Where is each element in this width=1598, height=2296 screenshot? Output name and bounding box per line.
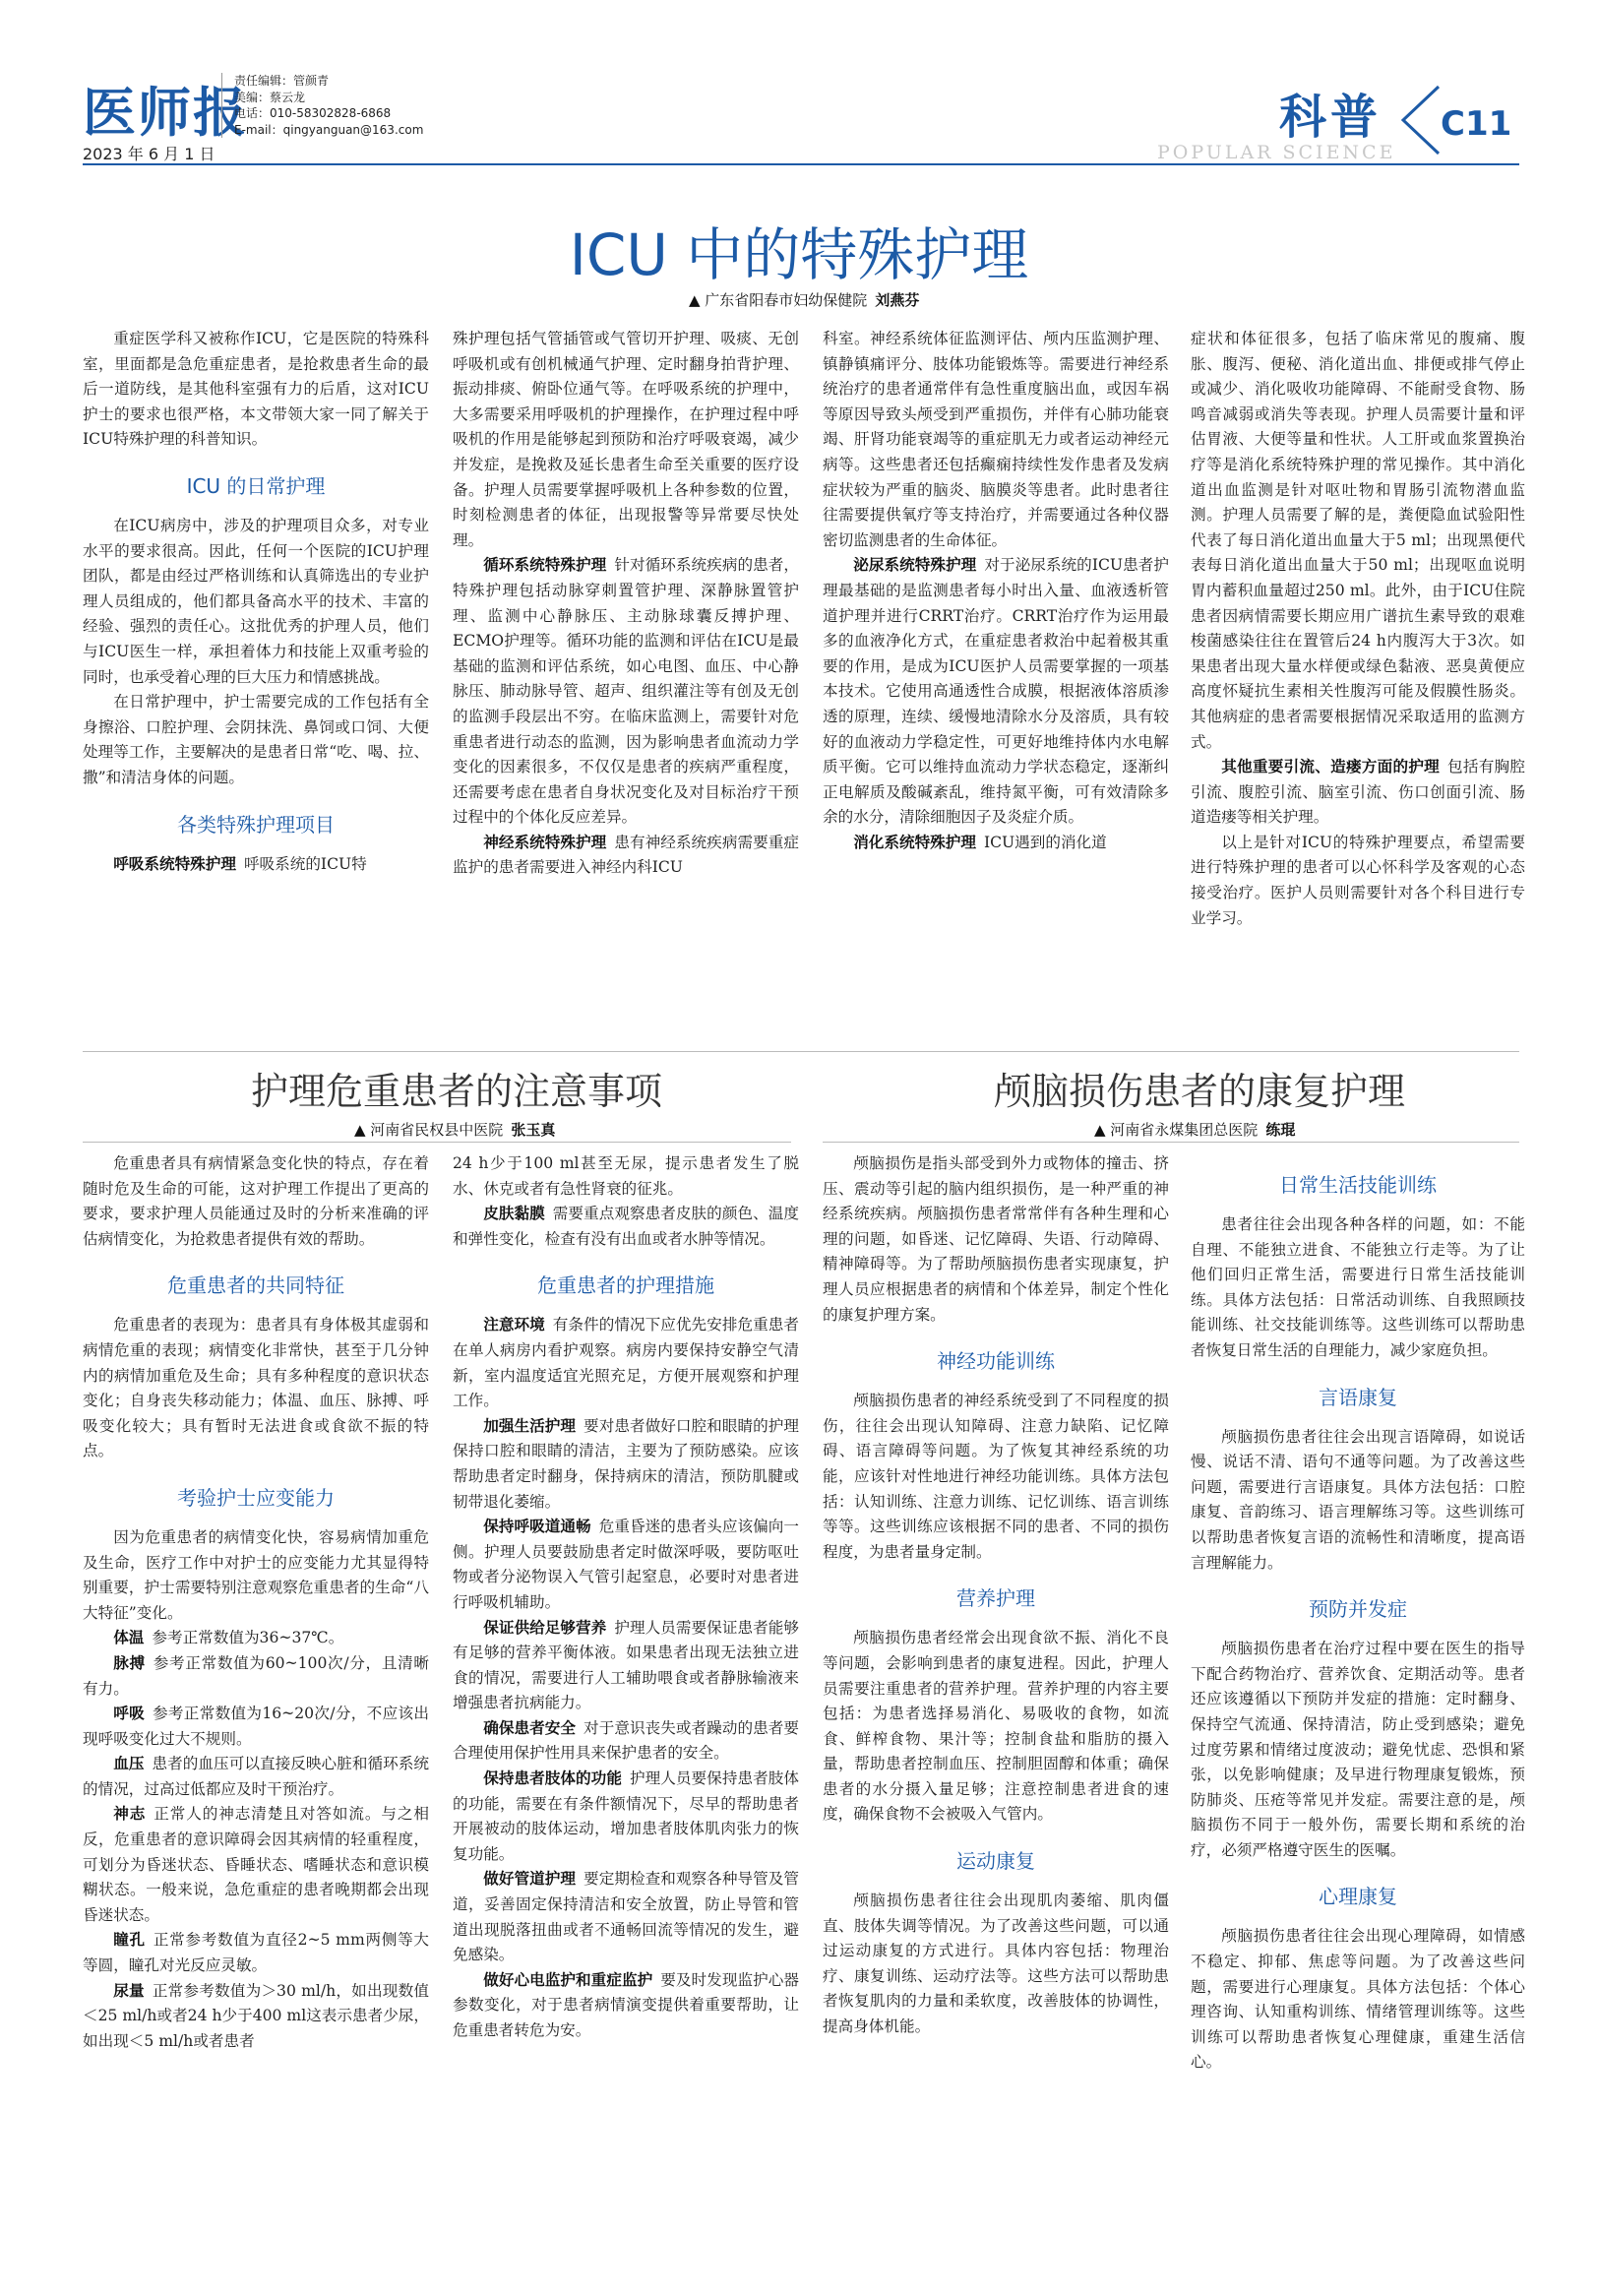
paragraph-lead: 泌尿系统特殊护理 [853, 556, 977, 575]
paragraph [453, 1716, 799, 1767]
paragraph-text: 危重昏迷的患者头应该偏向一侧。护理人员要鼓励患者定时做深呼吸，要防呕吐物或者分泌物误入气管引起窒息，必要时对患者进行呼吸机辅助。 [453, 1518, 799, 1611]
paragraph [453, 831, 799, 881]
article2-column-1 [83, 1151, 429, 2230]
paragraph [453, 1515, 799, 1615]
paragraph-text: 要对患者做好口腔和眼睛的护理保持口腔和眼睛的清洁，主要为了预防感染。应该帮助患者定时翻身，保持病床的清洁，预防肌腱或韧带退化萎缩。 [453, 1416, 799, 1511]
paragraph-lead: 瞳孔 [113, 1931, 146, 1950]
paragraph-lead: 皮肤黏膜 [483, 1205, 545, 1223]
article2-title-rule [83, 1142, 791, 1143]
paragraph-text: 对于泌尿系统的ICU患者护理最基础的是监测患者每小时出入量、血液透析管道护理并进行CRRT治疗。CRRT治疗作为运用最多的血液净化方式，在重症患者救治中起着极其重要的作用，是成为ICU医护人员需要掌握的一项基本技术。它使用高通透性合成膜，根据液体溶质渗透的原理，连续、缓慢地清除水分及溶质，具有较好的血液动力学稳定性，可更好地维持体内水电解质平衡。它可以维持血流动力学状态稳定，逐渐纠正电解质及酸碱紊乱，维持氮平衡，可有效清除多余的水分，清除细胞因子及炎症介质。 [823, 556, 1169, 827]
article3-title-rule [823, 1142, 1519, 1143]
paragraph-lead: 呼吸系统特殊护理 [113, 854, 236, 873]
paragraph: 颅脑损伤患者在治疗过程中要在医生的指导下配合药物治疗、营养饮食、定期活动等。患者还应该遵循以下预防并发症的措施：定时翻身、保持空气流通、保持清洁，防止受到感染；避免过度劳累和情绪过度波动；避免忧虑、恐惧和紧张，以免影响健康；及早进行物理康复锻炼，预防肺炎、压疮等常见并发症。需要注意的是，颅脑损伤不同于一般外伤，需要长期和系统的治疗，必须严格遵守医生的医嘱。 [1191, 1640, 1525, 1859]
section-heading: 神经功能训练 [937, 1349, 1055, 1374]
paragraph: 因为危重患者的病情变化快，容易病情加重危及生命，医疗工作中对护士的应变能力尤其显得特别重要，护士需要特别注意观察危重患者的生命“八大特征”变化。 [83, 1527, 429, 1622]
paragraph [453, 1867, 799, 1967]
paragraph-text: 护理人员要保持患者肢体的功能，需要在有条件额情况下，尽早的帮助患者开展被动的肢体运动，增加患者肢体肌肉张力的恢复功能。 [453, 1769, 799, 1863]
paragraph-lead: 其他重要引流、造瘘方面的护理 [1221, 758, 1441, 776]
paragraph [83, 1752, 429, 1802]
paragraph: 科室。神经系统体征监测评估、颅内压监测护理、镇静镇痛评分、肢体功能锻炼等。需要进行神经系统治疗的患者通常伴有急性重度脑出血，或因车祸等原因导致头颅受到严重损伤，并伴有心肺功能衰竭、肝肾功能衰竭等的重症肌无力或者运动神经元病等。这些患者还包括癫痫持续性发作患者及发病症状较为严重的脑炎、脑膜炎等患者。此时患者往往需要提供氧疗等支持治疗，并需要通过各种仪器密切监测患者的生命体征。 [823, 330, 1169, 549]
article1-byline [689, 289, 919, 310]
article2-byline [354, 1119, 555, 1140]
paragraph-lead: 呼吸 [113, 1705, 145, 1723]
chevron-left-icon [1395, 83, 1446, 157]
paragraph-text: 参考正常数值为16~20次/分，不应该出现呼吸变化过大不规则。 [83, 1705, 429, 1748]
article1-column-4 [1191, 327, 1525, 1045]
paragraph-text: 护理人员需要保证患者能够有足够的营养平衡体液。如果患者出现无法独立进食的情况，需要进行人工辅助喂食或者静脉输液来增强患者抗病能力。 [453, 1618, 799, 1712]
article1-column-3 [823, 327, 1169, 1045]
article2-title: 护理危重患者的注意事项 [251, 1070, 663, 1113]
paragraph [83, 1702, 429, 1752]
section-heading: 各类特殊护理项目 [177, 812, 335, 837]
article1-author: 刘燕芬 [875, 291, 920, 309]
paragraph-text: 需要重点观察患者皮肤的颜色、温度和弹性变化，检查有没有出血或者水肿等情况。 [453, 1205, 799, 1248]
paragraph-lead: 保持患者肢体的功能 [483, 1769, 622, 1788]
paragraph [453, 1616, 799, 1716]
designer-name: 美编：蔡云龙 [234, 90, 306, 104]
section-heading: 危重患者的护理措施 [537, 1273, 714, 1298]
paragraph [83, 1626, 429, 1651]
page-number: C11 [1441, 104, 1512, 144]
paragraph [1191, 755, 1525, 831]
section-name-english: POPULAR SCIENCE [1157, 142, 1396, 163]
section-heading: 运动康复 [956, 1849, 1035, 1874]
paragraph: 颅脑损伤患者往往会出现心理障碍，如情感不稳定、抑郁、焦虑等问题。为了改善这些问题，需要进行心理康复。具体方法包括：个体心理咨询、认知重构训练、情绪管理训练等。这些训练可以帮助患者恢复心理健康，重建生活信心。 [1191, 1927, 1525, 2072]
paragraph: 颅脑损伤患者往往会出现言语障碍，如说话慢、说话不清、语句不通等问题。为了改善这些问题，需要进行言语康复。具体方法包括：口腔康复、音韵练习、语言理解练习等。这些训练可以帮助患者恢复言语的流畅性和清晰度，提高语言理解能力。 [1191, 1427, 1525, 1572]
paragraph [453, 1202, 799, 1252]
paragraph-text: 对于意识丧失或者躁动的患者要合理使用保护性用具来保护患者的安全。 [453, 1718, 799, 1763]
paragraph-lead: 循环系统特殊护理 [483, 556, 607, 575]
paragraph: 危重患者具有病情紧急变化快的特点，存在着随时危及生命的可能，这对护理工作提出了更高的要求，要求护理人员能通过及时的分析来准确的评估病情变化，为抢救患者提供有效的帮助。 [83, 1154, 429, 1248]
paragraph-text: 参考正常数值为60~100次/分，且清晰有力。 [83, 1653, 429, 1698]
article3-column-1 [823, 1151, 1169, 2230]
header-rule [83, 163, 1519, 165]
article2-author: 张玉真 [511, 1121, 556, 1139]
article1-column-2 [453, 327, 799, 1045]
section-heading: 危重患者的共同特征 [167, 1273, 344, 1298]
paragraph-lead: 消化系统特殊护理 [853, 833, 976, 851]
article3-title: 颅脑损伤患者的康复护理 [994, 1070, 1406, 1113]
section-heading: ICU 的日常护理 [186, 473, 326, 498]
article1-column-1 [83, 327, 429, 1018]
article1-title: ICU 中的特殊护理 [569, 221, 1029, 288]
paragraph [823, 553, 1169, 831]
article3-byline [1094, 1119, 1295, 1140]
article1-affiliation: ▲ 广东省阳春市妇幼保健院 [689, 291, 868, 309]
contact-email: E-mail：qingyanguan@163.com [234, 122, 424, 137]
article3-author: 练琨 [1265, 1121, 1296, 1139]
paragraph-text: 包括有胸腔引流、腹腔引流、脑室引流、伤口创面引流、肠道造瘘等相关护理。 [1191, 758, 1525, 827]
paragraph-lead: 保证供给足够营养 [483, 1618, 607, 1637]
paragraph [453, 1968, 799, 2044]
article-divider [83, 1051, 1519, 1052]
paragraph-lead: 血压 [113, 1755, 145, 1773]
paragraph-text: 有条件的情况下应优先安排危重患者在单人病房内看护观察。病房内要保持安静空气清新，室内温度适宜光照充足，方便开展观察和护理工作。 [453, 1316, 799, 1410]
paragraph-text: 正常参考数值为直径2~5 mm两侧等大等圆，瞳孔对光反应灵敏。 [83, 1931, 429, 1975]
paragraph-lead: 做好管道护理 [483, 1870, 577, 1889]
paragraph: 颅脑损伤患者往往会出现肌肉萎缩、肌肉僵直、肢体失调等情况。为了改善这些问题，可以通过运动康复的方式进行。具体内容包括：物理治疗、康复训练、运动疗法等。这些方法可以帮助患者恢复肌肉的力量和柔软度，改善肢体的协调性，提高身体机能。 [823, 1892, 1169, 2036]
editor-info [221, 73, 423, 138]
paragraph-text: 呼吸系统的ICU特 [243, 854, 367, 873]
section-heading: 日常生活技能训练 [1279, 1173, 1437, 1197]
paragraph-lead: 保持呼吸道通畅 [483, 1518, 591, 1536]
paragraph-text: ICU遇到的消化道 [983, 833, 1107, 851]
paragraph-lead: 做好心电监护和重症监护 [483, 1970, 653, 1989]
paragraph-text: 参考正常数值为36~37℃。 [152, 1629, 344, 1647]
paragraph: 患者往往会出现各种各样的问题，如：不能自理、不能独立进食、不能独立行走等。为了让他们回归正常生活，需要进行日常生活技能训练。具体方法包括：日常活动训练、自我照顾技能训练、社交技能训练等。这些训练可以帮助患者恢复日常生活的自理能力，减少家庭负担。 [1191, 1215, 1525, 1359]
article3-column-2 [1191, 1151, 1525, 2230]
paragraph: 颅脑损伤患者的神经系统受到了不同程度的损伤，往往会出现认知障碍、注意力缺陷、记忆障碍、语言障碍等问题。为了恢复其神经系统的功能，应该针对性地进行神经功能训练。具体方法包括：认知训练、注意力训练、记忆训练、语言训练等等。这些训练应该根据不同的患者、不同的损伤程度，为患者量身定制。 [823, 1392, 1169, 1561]
paragraph-lead: 确保患者安全 [483, 1718, 577, 1737]
section-heading: 预防并发症 [1309, 1597, 1407, 1622]
paragraph [83, 852, 429, 878]
paragraph-text: 要定期检查和观察各种导管及管道，妥善固定保持清洁和安全放置，防止导管和管道出现脱落扭曲或者不通畅回流等情况的发生，避免感染。 [453, 1870, 799, 1964]
paragraph: 症状和体征很多，包括了临床常见的腹痛、腹胀、腹泻、便秘、消化道出血、排便或排气停止或减少、消化吸收功能障碍、不能耐受食物、肠鸣音减弱或消失等表现。护理人员需要计量和评估胃液、大便等量和性状。人工肝或血浆置换治疗等是消化系统特殊护理的常见操作。其中消化道出血监测是针对呕吐物和胃肠引流物潜血监测。护理人员需要了解的是，粪便隐血试验阳性代表了每日消化道出血量大于5 ml；出现黑便代表每日消化道出血量大于50 ml；出现呕血说明胃内蓄积血量超过250 ml。此外，由于ICU住院患者因病情需要长期应用广谱抗生素导致的艰难梭菌感染往往在置管后24 h内腹泻大于3次。如果患者出现大量水样便或绿色黏液、恶臭黄便应高度怀疑抗生素相关性腹泻可能及假膜性肠炎。其他病症的患者需要根据情况采取适用的监测方式。 [1191, 330, 1525, 751]
paragraph-lead: 加强生活护理 [483, 1416, 577, 1435]
section-name: 科普 [1279, 90, 1383, 145]
paragraph [453, 1767, 799, 1867]
paragraph [453, 1414, 799, 1515]
paragraph-text: 患者的血压可以直接反映心脏和循环系统的情况，过高过低都应及时干预治疗。 [83, 1755, 429, 1798]
paragraph [453, 1313, 799, 1413]
paragraph-text: 针对循环系统疾病的患者，特殊护理包括动脉穿刺置管护理、深静脉置管护理、监测中心静脉压、主动脉球囊反搏护理、ECMO护理等。循环功能的监测和评估在ICU是最基础的监测和评估系统，如心电图、血压、中心静脉压、肺动脉导管、超声、组织灌注等有创及无创的监测手段层出不穷。在临床监测上，需要针对危重患者进行动态的监测，因为影响患者血流动力学变化的因素很多，不仅仅是患者的疾病严重程度，还需要考虑在患者自身状况变化及对目标治疗干预过程中的个体化反应差异。 [453, 556, 799, 827]
paragraph: 颅脑损伤是指头部受到外力或物体的撞击、挤压、震动等引起的脑内组织损伤，是一种严重的神经系统疾病。颅脑损伤患者常常伴有各种生理和心理的问题，如昏迷、记忆障碍、失语、行动障碍、精神障碍等。为了帮助颅脑损伤患者实现康复，护理人员应根据患者的病情和个体差异，制定个性化的康复护理方案。 [823, 1154, 1169, 1324]
masthead [0, 0, 1598, 172]
newspaper-logo: 医师报 [83, 82, 248, 144]
paragraph-text: 正常参考数值为＞30 ml/h，如出现数值＜25 ml/h或者24 h少于400 ml这表示患者少尿，如出现＜5 ml/h或者患者 [83, 1981, 429, 2050]
paragraph-lead: 神志 [113, 1805, 147, 1824]
article2-column-2 [453, 1151, 799, 2230]
section-heading: 言语康复 [1319, 1385, 1397, 1409]
paragraph-lead: 体温 [113, 1629, 145, 1647]
paragraph: 以上是针对ICU的特殊护理要点，希望需要进行特殊护理的患者可以心怀科学及客观的心态接受治疗。医护人员则需要针对各个科目进行专业学习。 [1191, 833, 1525, 927]
section-heading: 心理康复 [1319, 1885, 1397, 1909]
paragraph-text: 正常人的神志清楚且对答如流。与之相反，危重患者的意识障碍会因其病情的轻重程度，可划分为昏迷状态、昏睡状态、嗜睡状态和意识模糊状态。一般来说，急危重症的患者晚期都会出现昏迷状态。 [83, 1805, 429, 1924]
paragraph: 颅脑损伤患者经常会出现食欲不振、消化不良等问题，会影响到患者的康复进程。因此，护理人员需要注重患者的营养护理。营养护理的内容主要包括：为患者选择易消化、易吸收的食物，如流食、鲜榨食物、果汁等；控制食盐和脂肪的摄入量，帮助患者控制血压、控制胆固醇和体重；确保患者的水分摄入量足够；注意控制患者进食的速度，确保食物不会被吸入气管内。 [823, 1629, 1169, 1824]
article2-affiliation: ▲ 河南省民权县中医院 [354, 1121, 504, 1139]
section-heading: 考验护士应变能力 [177, 1485, 335, 1510]
paragraph-text: 患有神经系统疾病需要重症监护的患者需要进入神经内科ICU [453, 833, 799, 877]
paragraph [453, 553, 799, 831]
paragraph: 殊护理包括气管插管或气管切开护理、吸痰、无创呼吸机或有创机械通气护理、定时翻身拍背护理、振动排痰、俯卧位通气等。在呼吸系统的护理中，大多需要采用呼吸机的护理操作，在护理过程中呼吸机的作用是能够起到预防和治疗呼吸衰竭，减少并发症，是挽救及延长患者生命至关重要的医疗设备。护理人员需要掌握呼吸机上各种参数的位置，时刻检测患者的体征，出现报警等异常要尽快处理。 [453, 330, 799, 549]
paragraph-lead: 注意环境 [483, 1316, 545, 1334]
editor-name: 责任编辑：管颜青 [234, 74, 330, 88]
paragraph-lead: 脉搏 [113, 1653, 146, 1672]
paragraph: 危重患者的表现为：患者具有身体极其虚弱和病情危重的表现；病情变化非常快，甚至于几分钟内的病情加重危及生命；具有多种程度的意识状态变化；自身丧失移动能力；体温、血压、脉搏、呼吸变化较大；具有暂时无法进食或食欲不振的特点。 [83, 1316, 429, 1460]
paragraph [83, 1928, 429, 1978]
paragraph-lead: 尿量 [113, 1981, 145, 2000]
paragraph: 重症医学科又被称作ICU，它是医院的特殊科室，里面都是急危重症患者，是抢救患者生命的最后一道防线，是其他科室强有力的后盾，这对ICU护士的要求也很严格，本文带领大家一同了解关于ICU特殊护理的科普知识。 [83, 330, 429, 449]
contact-phone: 电话：010-58302828-6868 [234, 106, 392, 120]
paragraph [823, 831, 1169, 856]
paragraph [83, 1651, 429, 1702]
paragraph-lead: 神经系统特殊护理 [483, 833, 607, 851]
paragraph [83, 1979, 429, 2055]
publication-date: 2023 年 6 月 1 日 [83, 145, 215, 163]
paragraph: 24 h少于100 ml甚至无尿，提示患者发生了脱水、休克或者有急性肾衰的征兆。 [453, 1154, 799, 1198]
section-heading: 营养护理 [956, 1586, 1035, 1611]
article3-affiliation: ▲ 河南省永煤集团总医院 [1094, 1121, 1259, 1139]
paragraph: 在ICU病房中，涉及的护理项目众多，对专业水平的要求很高。因此，任何一个医院的ICU护理团队，都是由经过严格训练和认真筛选出的专业护理人员组成的，他们都具备高水平的技术、丰富的经验、强烈的责任心。这批优秀的护理人员，他们与ICU医生一样，承担着体力和技能上双重考验的同时，也承受着心理的巨大压力和情感挑战。 [83, 516, 429, 686]
paragraph [83, 1802, 429, 1928]
paragraph-text: 要及时发现监护心器参数变化，对于患者病情演变提供着重要帮助，让危重患者转危为安。 [453, 1970, 799, 2039]
paragraph: 在日常护理中，护士需要完成的工作包括有全身擦浴、口腔护理、会阴抹洗、鼻饲或口饲、大便处理等工作，主要解决的是患者日常“吃、喝、拉、撒”和清洁身体的问题。 [83, 693, 429, 786]
